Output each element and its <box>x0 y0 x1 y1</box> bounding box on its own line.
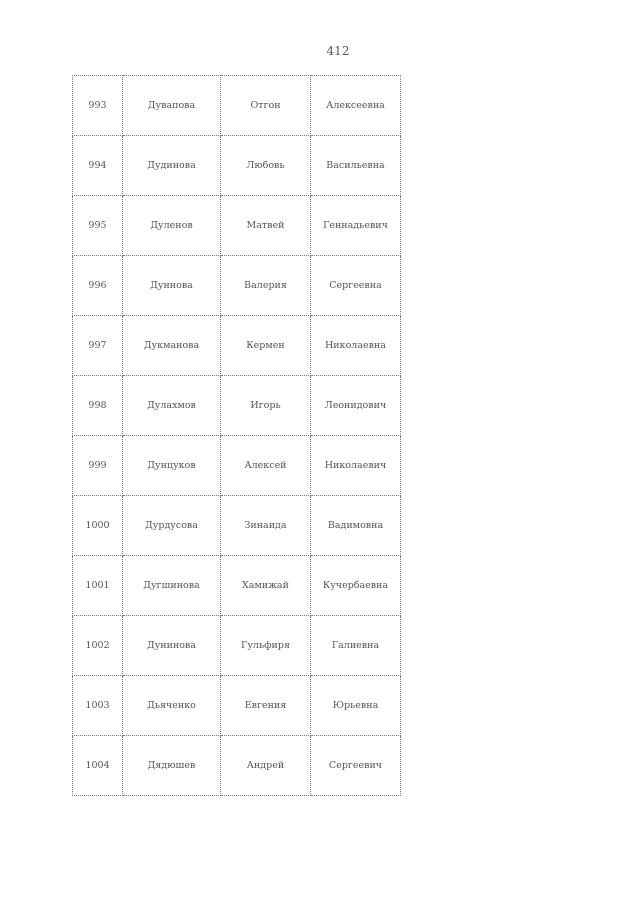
surname-cell: Дунцуков <box>123 436 221 496</box>
row-number-cell: 995 <box>73 196 123 256</box>
first-name-cell: Андрей <box>221 736 311 796</box>
patronymic-cell: Вадимовна <box>311 496 401 556</box>
surname-cell: Дувапова <box>123 76 221 136</box>
first-name-cell: Кермен <box>221 316 311 376</box>
surname-cell: Дурдусова <box>123 496 221 556</box>
first-name-cell: Отгон <box>221 76 311 136</box>
roster-table <box>72 75 401 796</box>
patronymic-cell: Сергеевна <box>311 256 401 316</box>
row-number-cell: 997 <box>73 316 123 376</box>
surname-cell: Дулахмов <box>123 376 221 436</box>
table-row <box>73 496 401 556</box>
table-row <box>73 256 401 316</box>
surname-cell: Дукманова <box>123 316 221 376</box>
table-row <box>73 736 401 796</box>
surname-cell: Дядюшев <box>123 736 221 796</box>
first-name-cell: Игорь <box>221 376 311 436</box>
table-row <box>73 616 401 676</box>
row-number-cell: 1002 <box>73 616 123 676</box>
first-name-cell: Хамижай <box>221 556 311 616</box>
row-number-cell: 993 <box>73 76 123 136</box>
first-name-cell: Зинаида <box>221 496 311 556</box>
patronymic-cell: Леонидович <box>311 376 401 436</box>
table-row <box>73 316 401 376</box>
roster-table-body <box>73 76 401 796</box>
row-number-cell: 996 <box>73 256 123 316</box>
patronymic-cell: Николаевич <box>311 436 401 496</box>
row-number-cell: 1004 <box>73 736 123 796</box>
row-number-cell: 1000 <box>73 496 123 556</box>
patronymic-cell: Юрьевна <box>311 676 401 736</box>
surname-cell: Дунинова <box>123 616 221 676</box>
row-number-cell: 1003 <box>73 676 123 736</box>
surname-cell: Дуннова <box>123 256 221 316</box>
first-name-cell: Любовь <box>221 136 311 196</box>
patronymic-cell: Кучербаевна <box>311 556 401 616</box>
page-number: 412 <box>326 44 350 58</box>
table-row <box>73 376 401 436</box>
patronymic-cell: Галиевна <box>311 616 401 676</box>
row-number-cell: 1001 <box>73 556 123 616</box>
surname-cell: Дуленов <box>123 196 221 256</box>
table-row <box>73 136 401 196</box>
patronymic-cell: Алексеевна <box>311 76 401 136</box>
table-row <box>73 676 401 736</box>
row-number-cell: 994 <box>73 136 123 196</box>
first-name-cell: Алексей <box>221 436 311 496</box>
first-name-cell: Гульфиря <box>221 616 311 676</box>
table-row <box>73 196 401 256</box>
surname-cell: Дудинова <box>123 136 221 196</box>
first-name-cell: Матвей <box>221 196 311 256</box>
patronymic-cell: Геннадьевич <box>311 196 401 256</box>
first-name-cell: Евгения <box>221 676 311 736</box>
surname-cell: Дьяченко <box>123 676 221 736</box>
row-number-cell: 999 <box>73 436 123 496</box>
surname-cell: Дугшинова <box>123 556 221 616</box>
table-row <box>73 556 401 616</box>
patronymic-cell: Сергеевич <box>311 736 401 796</box>
first-name-cell: Валерия <box>221 256 311 316</box>
table-row <box>73 76 401 136</box>
patronymic-cell: Васильевна <box>311 136 401 196</box>
patronymic-cell: Николаевна <box>311 316 401 376</box>
table-row <box>73 436 401 496</box>
row-number-cell: 998 <box>73 376 123 436</box>
